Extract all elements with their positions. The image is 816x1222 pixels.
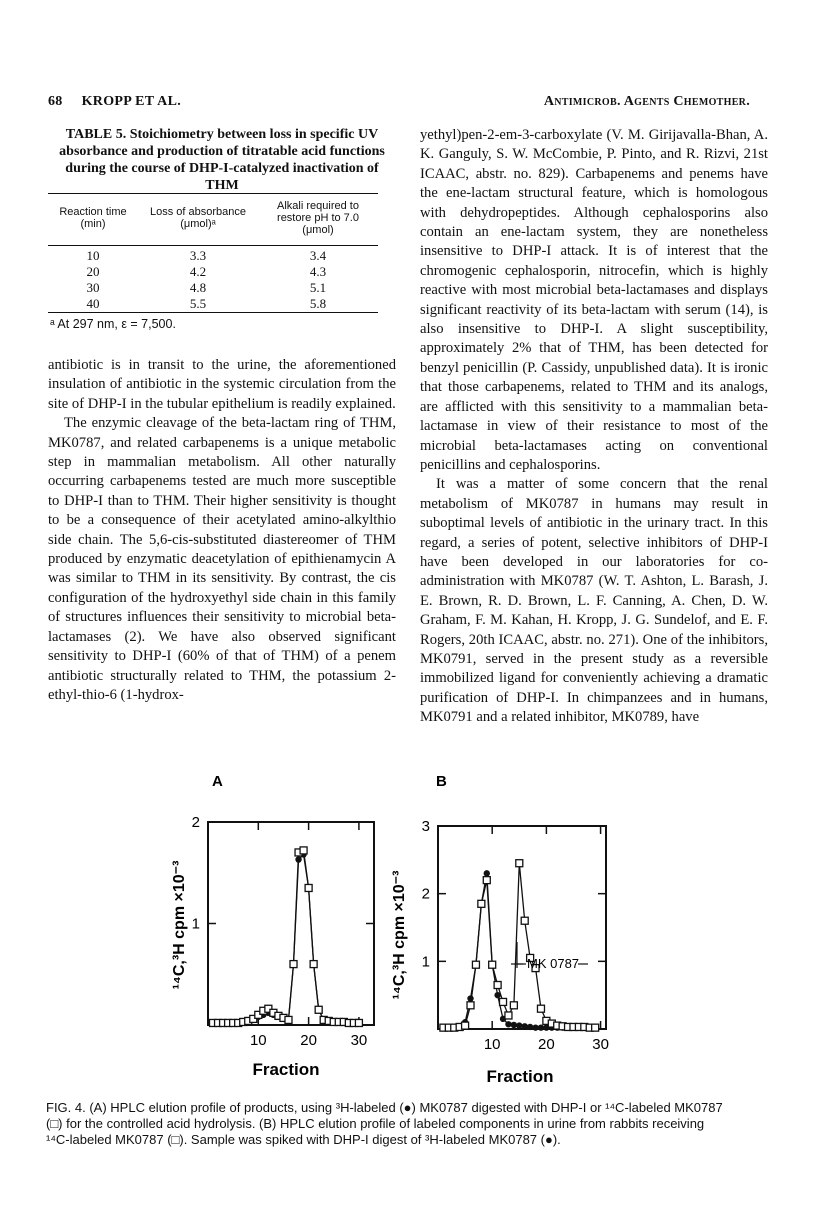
table-row: 30 4.8 5.1: [86, 280, 327, 295]
panel-b-y-tick-label: 3: [421, 818, 430, 835]
panel-b-circle-point: [484, 870, 490, 876]
figure-4: [150, 770, 630, 1090]
mk0787-annotation: MK 0787: [527, 956, 580, 971]
journal-name: Antimicrob. Agents Chemother.: [543, 94, 750, 109]
panel-b-circle-point: [516, 1022, 522, 1028]
panel-b-circle-point: [505, 1021, 511, 1027]
panel-a-plot: [192, 814, 374, 1049]
table-caption: TABLE 5. Stoichiometry between loss in specific UV absorbance and production of titratable acid functions during the course of DHP-I-catalyzed inactivation of THM: [59, 127, 385, 193]
table-header-alkali: Alkali required to restore pH to 7.0 (μmol): [277, 200, 359, 236]
table-header-loss-absorbance: Loss of absorbance (μmol)ᵃ: [149, 206, 246, 230]
table-top-rule: [48, 193, 378, 194]
panel-a-y-tick-label: 1: [191, 915, 200, 933]
panel-b-square-point: [489, 961, 496, 968]
panel-a-x-tick-label: 10: [249, 1032, 267, 1049]
table-row: 20 4.2 4.3: [86, 264, 327, 279]
right-column-text: [420, 126, 768, 728]
panel-a-marks: [192, 814, 374, 1049]
figure-caption: FIG. 4. (A) HPLC elution profile of products, using ³H-labeled (●) MK0787 digested with DHP-I or ¹⁴C-labeled MK0787 (□) for the controlled acid hydrolysis. (B) HPLC elution profile of labeled components in urine from rabbits receiving ¹⁴C-labeled MK0787 (□). Sample was spiked with DHP-I digest of ³H-labeled MK0787 (●).: [46, 1100, 723, 1147]
panel-a-series-line-1: [213, 850, 359, 1023]
panel-b-square-point: [516, 860, 523, 867]
table-5: [48, 197, 378, 239]
panel-a-x-tick-label: 20: [300, 1032, 317, 1049]
panel-b-square-point: [592, 1024, 599, 1031]
panel-a-square-point: [355, 1019, 362, 1026]
table-bottom-rule: [48, 312, 378, 313]
panel-b-y-tick-label: 1: [421, 953, 430, 971]
paragraph: antibiotic is in transit to the urine, the aforementioned insulation of antibiotic in the systemic circulation from the site of DHP-I in the tubular epithelium is readily explained.: [48, 357, 396, 412]
paragraph: It was a matter of some concern that the renal metabolism of MK0787 in humans may result in suboptimal levels of antibiotic in the urinary tract. In this regard, a series of potent, selective inhibitors of DHP-I have been developed in our laboratories for co-administration with MK0787 (W. T. Ashton, L. Barash, J. E. Brown, R. D. Brown, L. F. Canning, A. Chen, D. W. Graham, F. M. Kahan, H. Kropp, J. G. Sundelof, and E. F. Rogers, 20th ICAAC, abstr. no. 271). One of the inhibitors, MK0791, served in the present study as a reversible immobilized ligand for conveniently achieving a dramatic purification of DHP-I. In chimpanzees and in humans, MK0791 and a related inhibitor, MK0789, have: [420, 476, 768, 726]
panel-b-square-point: [500, 998, 507, 1005]
panel-b-square-point: [537, 1005, 544, 1012]
paragraph: The enzymic cleavage of the beta-lactam ring of THM, MK0787, and related carbapenems is a unique metabolic step in mammalian metabolism. All other naturally occurring carbapenems tested are much more susceptible to DHP-I than to THM. Their higher sensitivity is thought to be a consequence of their acetylated amino-alkylthio side chain. The 5,6-cis-substituted diastereomer of THM produced by enzymatic deacetylation of epithienamycin A was similar to THM in its sensitivity. By contrast, the cis configuration of the hydroxyethyl side chain in this family of structures influences their sensitivity to microbial beta-lactamases (2). We have also observed significant sensitivity to DHP-I (60% of that of THM) of a penem antibiotic structurally related to THM, the potassium 2-ethyl-thio-6 (1-hydrox-: [48, 415, 396, 703]
table-header-row: [48, 197, 378, 239]
panel-b-square-point: [483, 877, 490, 884]
table-mid-rule: [48, 245, 378, 246]
running-authors: KROPP ET AL.: [81, 94, 182, 109]
panel-b-x-tick-label: 10: [483, 1036, 501, 1053]
table-row: 10 3.3 3.4: [86, 248, 327, 263]
panel-b-square-point: [467, 1002, 474, 1009]
panel-b-y-label: ¹⁴C,³H cpm ×10⁻³: [391, 870, 408, 1000]
panel-b-series-line-1: [443, 863, 595, 1027]
panel-a-y-tick-label: 2: [191, 814, 200, 831]
panel-a-square-point: [290, 961, 297, 968]
panel-b-square-point: [510, 1002, 517, 1009]
panel-a-square-point: [285, 1016, 292, 1023]
panel-a-label: A: [212, 773, 223, 790]
panel-b-x-tick-label: 20: [538, 1036, 555, 1053]
panel-b-x-label: Fraction: [486, 1067, 554, 1086]
left-column-text: [48, 356, 396, 705]
panel-b-marks: [422, 818, 609, 1053]
panel-a-x-label: Fraction: [252, 1060, 320, 1079]
panel-a-square-point: [305, 884, 312, 891]
panel-b-square-point: [494, 982, 501, 989]
panel-b-circle-point: [527, 1024, 533, 1030]
panel-b-label: B: [436, 773, 447, 790]
table-body: [48, 248, 378, 312]
panel-b-plot: [422, 818, 609, 1053]
panel-a-square-point: [310, 961, 317, 968]
table-header-reaction-time: Reaction time (min): [59, 206, 127, 230]
table-footnote: ᵃ At 297 nm, ε = 7,500.: [50, 317, 176, 331]
panel-b-square-point: [505, 1012, 512, 1019]
page-number-and-authors: [48, 94, 181, 110]
panel-b-square-point: [472, 961, 479, 968]
panel-b-square-point: [462, 1022, 469, 1029]
paragraph: yethyl)pen-2-em-3-carboxylate (V. M. Girijavalla-Bhan, A. K. Ganguly, S. W. McCombie, P. Pinto, and R. Rizvi, 21st ICAAC, abstr. no. 829). Carbapenems and penems have the ene-lactam structural feature, which is homologous with dehydropeptides. Although cephalosporins also contain an ene-lactam system, they are nonetheless insensitive to DHP-I attack. It is of interest that the chromogenic cephalosporin, nitrocefin, which is highly reactive with most microbial beta-lactamases and displays significant reactivity of its beta-lactam with serum (14), is also insensitive to DHP-I. A slight susceptibility, approximately 2% that of THM, has been detected for benzyl penicillin (P. Cassidy, unpublished data). It is ironic that those carbapenems, related to THM and its analogs, are afflicted with this sensitivity to a mammalian beta-lactamase in view of their resistance to most of the microbial beta-lactamases acting on conventional penicillins and cephalosporins.: [420, 127, 768, 473]
panel-a-x-tick-label: 30: [350, 1032, 368, 1049]
panel-a-y-label: ¹⁴C,³H cpm ×10⁻³: [171, 860, 188, 990]
panel-b-circle-point: [511, 1022, 517, 1028]
panel-a-series-line-0: [213, 854, 359, 1022]
panel-b-annotation: [511, 942, 588, 971]
panel-b-circle-point: [522, 1023, 528, 1029]
panel-b-frame: [438, 826, 606, 1029]
panel-b-series-line-0: [443, 873, 573, 1027]
panel-b-square-point: [478, 900, 485, 907]
page-number: 68: [48, 94, 63, 109]
panel-b-x-tick-label: 30: [592, 1036, 609, 1053]
panel-b-square-point: [521, 917, 528, 924]
table-row: 40 5.5 5.8: [86, 296, 327, 311]
panel-a-square-point: [315, 1006, 322, 1013]
panel-b-y-tick-label: 2: [421, 885, 430, 903]
panel-a-square-point: [300, 847, 307, 854]
